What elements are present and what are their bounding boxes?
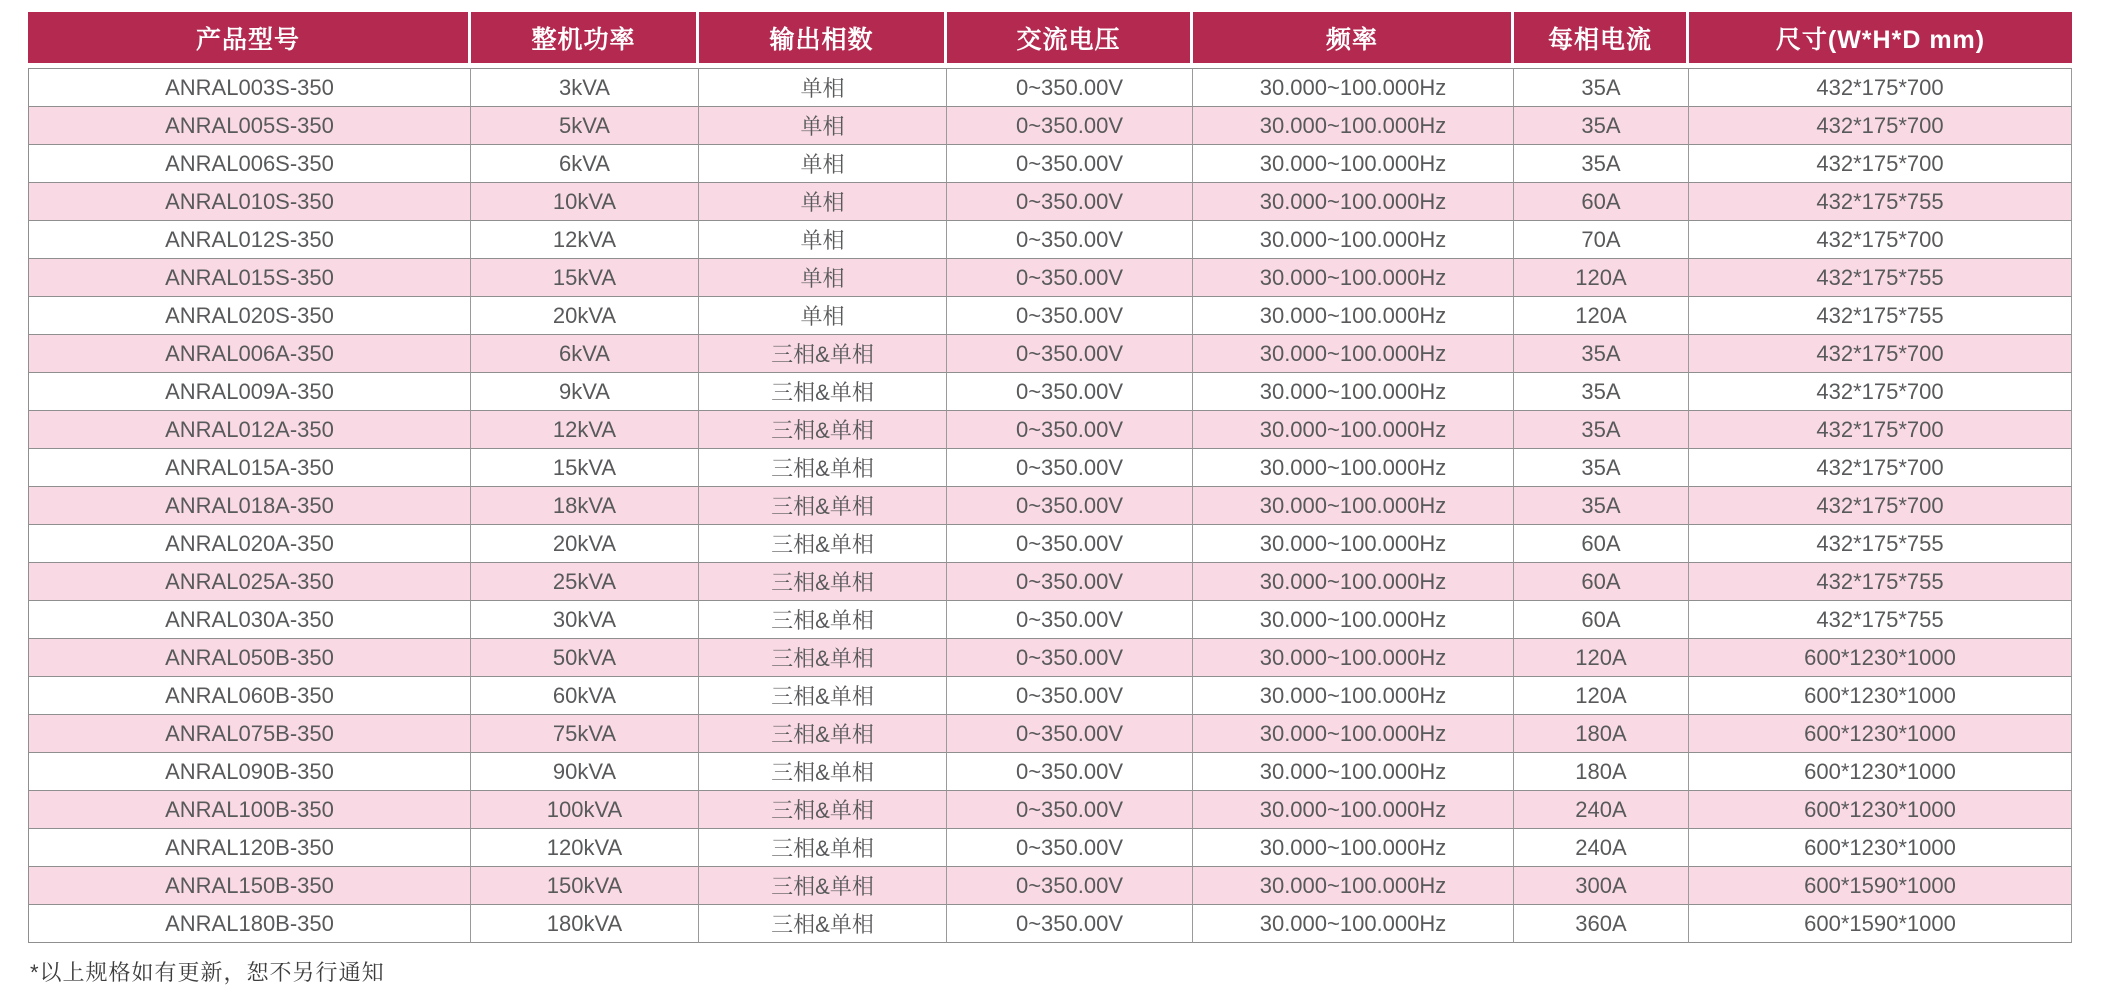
cell-frequency: 30.000~100.000Hz: [1193, 525, 1514, 563]
cell-frequency: 30.000~100.000Hz: [1193, 829, 1514, 867]
cell-voltage: 0~350.00V: [947, 867, 1193, 905]
cell-voltage: 0~350.00V: [947, 449, 1193, 487]
cell-phases: 三相&单相: [699, 677, 947, 715]
cell-power: 75kVA: [471, 715, 699, 753]
table-row: [28, 487, 2072, 525]
cell-dimensions: 600*1590*1000: [1689, 867, 2072, 905]
cell-voltage: 0~350.00V: [947, 829, 1193, 867]
column-header-dimensions: 尺寸(W*H*D mm): [1689, 12, 2072, 68]
cell-power: 20kVA: [471, 525, 699, 563]
cell-voltage: 0~350.00V: [947, 335, 1193, 373]
table-row: [28, 297, 2072, 335]
cell-power: 50kVA: [471, 639, 699, 677]
cell-phases: 单相: [699, 107, 947, 145]
cell-model: ANRAL150B-350: [28, 867, 471, 905]
cell-frequency: 30.000~100.000Hz: [1193, 677, 1514, 715]
cell-voltage: 0~350.00V: [947, 677, 1193, 715]
cell-dimensions: 432*175*700: [1689, 449, 2072, 487]
cell-current: 35A: [1514, 411, 1689, 449]
cell-voltage: 0~350.00V: [947, 221, 1193, 259]
cell-model: ANRAL075B-350: [28, 715, 471, 753]
cell-voltage: 0~350.00V: [947, 145, 1193, 183]
cell-dimensions: 600*1230*1000: [1689, 677, 2072, 715]
cell-frequency: 30.000~100.000Hz: [1193, 259, 1514, 297]
cell-phases: 三相&单相: [699, 487, 947, 525]
cell-dimensions: 432*175*700: [1689, 221, 2072, 259]
cell-phases: 单相: [699, 145, 947, 183]
table-row: [28, 829, 2072, 867]
cell-model: ANRAL060B-350: [28, 677, 471, 715]
cell-dimensions: 432*175*700: [1689, 68, 2072, 107]
cell-model: ANRAL003S-350: [28, 68, 471, 107]
cell-frequency: 30.000~100.000Hz: [1193, 601, 1514, 639]
cell-model: ANRAL180B-350: [28, 905, 471, 943]
cell-voltage: 0~350.00V: [947, 715, 1193, 753]
cell-frequency: 30.000~100.000Hz: [1193, 791, 1514, 829]
cell-dimensions: 432*175*755: [1689, 563, 2072, 601]
cell-phases: 三相&单相: [699, 563, 947, 601]
header-row: [28, 12, 2072, 68]
cell-model: ANRAL018A-350: [28, 487, 471, 525]
cell-dimensions: 600*1230*1000: [1689, 829, 2072, 867]
cell-current: 35A: [1514, 145, 1689, 183]
cell-voltage: 0~350.00V: [947, 183, 1193, 221]
cell-dimensions: 600*1230*1000: [1689, 753, 2072, 791]
cell-voltage: 0~350.00V: [947, 563, 1193, 601]
cell-frequency: 30.000~100.000Hz: [1193, 183, 1514, 221]
cell-power: 3kVA: [471, 68, 699, 107]
cell-frequency: 30.000~100.000Hz: [1193, 373, 1514, 411]
cell-power: 18kVA: [471, 487, 699, 525]
cell-phases: 三相&单相: [699, 791, 947, 829]
cell-phases: 三相&单相: [699, 753, 947, 791]
cell-current: 35A: [1514, 373, 1689, 411]
cell-frequency: 30.000~100.000Hz: [1193, 221, 1514, 259]
cell-phases: 三相&单相: [699, 829, 947, 867]
cell-dimensions: 432*175*755: [1689, 259, 2072, 297]
table-header: [28, 12, 2072, 68]
cell-current: 180A: [1514, 715, 1689, 753]
cell-power: 120kVA: [471, 829, 699, 867]
cell-voltage: 0~350.00V: [947, 373, 1193, 411]
cell-power: 12kVA: [471, 411, 699, 449]
cell-dimensions: 600*1590*1000: [1689, 905, 2072, 943]
cell-phases: 单相: [699, 183, 947, 221]
cell-current: 120A: [1514, 259, 1689, 297]
cell-model: ANRAL006S-350: [28, 145, 471, 183]
cell-voltage: 0~350.00V: [947, 525, 1193, 563]
table-row: [28, 563, 2072, 601]
cell-dimensions: 432*175*700: [1689, 335, 2072, 373]
cell-voltage: 0~350.00V: [947, 639, 1193, 677]
cell-power: 90kVA: [471, 753, 699, 791]
cell-model: ANRAL015S-350: [28, 259, 471, 297]
cell-power: 9kVA: [471, 373, 699, 411]
table-row: [28, 335, 2072, 373]
cell-frequency: 30.000~100.000Hz: [1193, 145, 1514, 183]
cell-voltage: 0~350.00V: [947, 297, 1193, 335]
cell-phases: 三相&单相: [699, 411, 947, 449]
cell-frequency: 30.000~100.000Hz: [1193, 68, 1514, 107]
cell-voltage: 0~350.00V: [947, 791, 1193, 829]
cell-frequency: 30.000~100.000Hz: [1193, 449, 1514, 487]
cell-model: ANRAL090B-350: [28, 753, 471, 791]
table-row: [28, 183, 2072, 221]
cell-current: 35A: [1514, 449, 1689, 487]
table-row: [28, 259, 2072, 297]
cell-current: 60A: [1514, 525, 1689, 563]
cell-current: 300A: [1514, 867, 1689, 905]
cell-power: 30kVA: [471, 601, 699, 639]
cell-voltage: 0~350.00V: [947, 601, 1193, 639]
column-header-power: 整机功率: [471, 12, 699, 68]
cell-model: ANRAL009A-350: [28, 373, 471, 411]
table-row: [28, 107, 2072, 145]
table-row: [28, 753, 2072, 791]
cell-frequency: 30.000~100.000Hz: [1193, 335, 1514, 373]
cell-current: 35A: [1514, 68, 1689, 107]
cell-phases: 三相&单相: [699, 715, 947, 753]
cell-power: 10kVA: [471, 183, 699, 221]
cell-frequency: 30.000~100.000Hz: [1193, 867, 1514, 905]
cell-dimensions: 600*1230*1000: [1689, 791, 2072, 829]
cell-voltage: 0~350.00V: [947, 753, 1193, 791]
table-row: [28, 715, 2072, 753]
cell-voltage: 0~350.00V: [947, 68, 1193, 107]
cell-model: ANRAL020S-350: [28, 297, 471, 335]
cell-frequency: 30.000~100.000Hz: [1193, 639, 1514, 677]
cell-phases: 三相&单相: [699, 449, 947, 487]
cell-phases: 单相: [699, 221, 947, 259]
cell-power: 15kVA: [471, 449, 699, 487]
column-header-model: 产品型号: [28, 12, 471, 68]
cell-dimensions: 432*175*755: [1689, 183, 2072, 221]
cell-model: ANRAL050B-350: [28, 639, 471, 677]
cell-current: 60A: [1514, 183, 1689, 221]
cell-phases: 三相&单相: [699, 373, 947, 411]
cell-frequency: 30.000~100.000Hz: [1193, 297, 1514, 335]
cell-power: 5kVA: [471, 107, 699, 145]
cell-current: 60A: [1514, 601, 1689, 639]
cell-model: ANRAL005S-350: [28, 107, 471, 145]
cell-current: 60A: [1514, 563, 1689, 601]
cell-power: 12kVA: [471, 221, 699, 259]
table-row: [28, 601, 2072, 639]
cell-current: 35A: [1514, 335, 1689, 373]
cell-model: ANRAL012S-350: [28, 221, 471, 259]
cell-phases: 三相&单相: [699, 601, 947, 639]
cell-phases: 单相: [699, 68, 947, 107]
cell-phases: 三相&单相: [699, 525, 947, 563]
table-row: [28, 68, 2072, 107]
cell-power: 150kVA: [471, 867, 699, 905]
table-row: [28, 867, 2072, 905]
cell-power: 6kVA: [471, 335, 699, 373]
cell-current: 70A: [1514, 221, 1689, 259]
cell-model: ANRAL020A-350: [28, 525, 471, 563]
cell-phases: 三相&单相: [699, 905, 947, 943]
table-row: [28, 145, 2072, 183]
cell-dimensions: 432*175*700: [1689, 411, 2072, 449]
cell-power: 100kVA: [471, 791, 699, 829]
cell-frequency: 30.000~100.000Hz: [1193, 487, 1514, 525]
column-header-frequency: 频率: [1193, 12, 1514, 68]
cell-current: 240A: [1514, 791, 1689, 829]
table-row: [28, 525, 2072, 563]
cell-frequency: 30.000~100.000Hz: [1193, 905, 1514, 943]
table-row: [28, 221, 2072, 259]
cell-dimensions: 600*1230*1000: [1689, 639, 2072, 677]
table-row: [28, 373, 2072, 411]
cell-dimensions: 432*175*700: [1689, 487, 2072, 525]
cell-power: 6kVA: [471, 145, 699, 183]
cell-phases: 三相&单相: [699, 335, 947, 373]
cell-current: 240A: [1514, 829, 1689, 867]
cell-frequency: 30.000~100.000Hz: [1193, 563, 1514, 601]
cell-voltage: 0~350.00V: [947, 259, 1193, 297]
cell-voltage: 0~350.00V: [947, 107, 1193, 145]
cell-frequency: 30.000~100.000Hz: [1193, 107, 1514, 145]
cell-power: 20kVA: [471, 297, 699, 335]
cell-model: ANRAL025A-350: [28, 563, 471, 601]
cell-model: ANRAL030A-350: [28, 601, 471, 639]
cell-frequency: 30.000~100.000Hz: [1193, 715, 1514, 753]
table-row: [28, 677, 2072, 715]
cell-dimensions: 432*175*700: [1689, 107, 2072, 145]
product-spec-table: [28, 12, 2072, 943]
footnote: *以上规格如有更新，恕不另行通知: [30, 960, 385, 985]
cell-model: ANRAL010S-350: [28, 183, 471, 221]
column-header-voltage: 交流电压: [947, 12, 1193, 68]
cell-phases: 三相&单相: [699, 639, 947, 677]
cell-model: ANRAL120B-350: [28, 829, 471, 867]
cell-voltage: 0~350.00V: [947, 905, 1193, 943]
cell-power: 180kVA: [471, 905, 699, 943]
table-row: [28, 449, 2072, 487]
cell-current: 120A: [1514, 639, 1689, 677]
table-row: [28, 411, 2072, 449]
cell-power: 25kVA: [471, 563, 699, 601]
cell-dimensions: 432*175*755: [1689, 525, 2072, 563]
table-row: [28, 905, 2072, 943]
cell-frequency: 30.000~100.000Hz: [1193, 753, 1514, 791]
cell-dimensions: 432*175*755: [1689, 601, 2072, 639]
column-header-current: 每相电流: [1514, 12, 1689, 68]
cell-voltage: 0~350.00V: [947, 487, 1193, 525]
cell-dimensions: 432*175*755: [1689, 297, 2072, 335]
cell-dimensions: 432*175*700: [1689, 145, 2072, 183]
cell-power: 15kVA: [471, 259, 699, 297]
cell-voltage: 0~350.00V: [947, 411, 1193, 449]
cell-phases: 单相: [699, 297, 947, 335]
cell-dimensions: 600*1230*1000: [1689, 715, 2072, 753]
cell-current: 120A: [1514, 677, 1689, 715]
cell-model: ANRAL100B-350: [28, 791, 471, 829]
cell-current: 360A: [1514, 905, 1689, 943]
cell-power: 60kVA: [471, 677, 699, 715]
table-row: [28, 639, 2072, 677]
cell-dimensions: 432*175*700: [1689, 373, 2072, 411]
cell-current: 35A: [1514, 107, 1689, 145]
cell-current: 120A: [1514, 297, 1689, 335]
column-header-phases: 输出相数: [699, 12, 947, 68]
cell-current: 180A: [1514, 753, 1689, 791]
cell-model: ANRAL012A-350: [28, 411, 471, 449]
cell-current: 35A: [1514, 487, 1689, 525]
cell-model: ANRAL006A-350: [28, 335, 471, 373]
table-body: [28, 68, 2072, 943]
cell-frequency: 30.000~100.000Hz: [1193, 411, 1514, 449]
cell-model: ANRAL015A-350: [28, 449, 471, 487]
table-row: [28, 791, 2072, 829]
cell-phases: 单相: [699, 259, 947, 297]
cell-phases: 三相&单相: [699, 867, 947, 905]
